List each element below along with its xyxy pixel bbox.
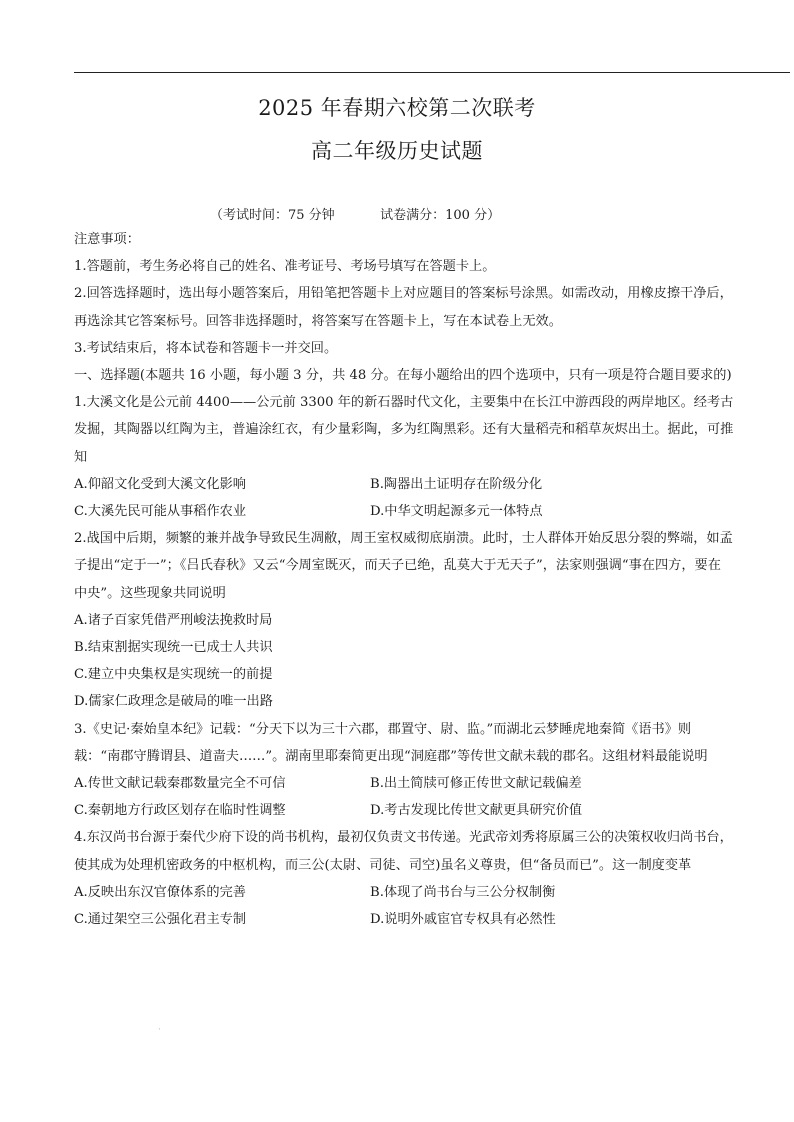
notice-heading: 注意事项： [74, 232, 140, 247]
question-stem: 2.战国中后期，频繁的兼并战争导致民生凋敝，周王室权威彻底崩溃。此时，士人群体开始反思分裂的弊端，如孟子提出“定于一”；《吕氏春秋》又云“今周室既灭，而天子已绝，乱莫大于无天子”，法家则强调“事在四方，要在中央”。这些现象共同说明 [74, 531, 733, 601]
option-d: D.说明外戚宦官专权具有必然性 [370, 912, 556, 928]
question-options [74, 607, 734, 716]
question-stem: 4.东汉尚书台源于秦代少府下设的尚书机构，最初仅负责文书传递。光武帝刘秀将原属三公的决策权收归尚书台，使其成为处理机密政务的中枢机构，而三公(太尉、司徒、司空)虽名义尊贵，但“备员而已”。这一制度变革 [74, 830, 733, 873]
notice-item: 2.回答选择题时，选出每小题答案后，用铅笔把答题卡上对应题目的答案标号涂黑。如需改动，用橡皮擦干净后，再选涂其它答案标号。回答非选择题时，将答案写在答题卡上，写在本试卷上无效。 [74, 286, 733, 329]
section-heading: 一、选择题(本题共 16 小题，每小题 3 分，共 48 分。在每小题给出的四个选项中，只有一项是符合题目要求的) [74, 368, 732, 384]
option-c: C.秦朝地方行政区划存在临时性调整 [74, 803, 286, 819]
question-stem: 1.大溪文化是公元前 4400——公元前 3300 年的新石器时代文化，主要集中在长江中游西段的两岸地区。经考古发掘，其陶器以红陶为主，普遍涂红衣，有少量彩陶，多为红陶黑彩。还有大量稻壳和稻草灰烬出土。据此，可推知 [74, 395, 734, 465]
option-d: D.考古发现比传世文献更具研究价值 [370, 803, 583, 819]
exam-content [74, 226, 734, 933]
option-a: A.仰韶文化受到大溪文化影响 [74, 476, 246, 492]
option-d: D.儒家仁政理念是破局的唯一出路 [74, 694, 273, 710]
notice-item: 1.答题前，考生务必将自己的姓名、准考证号、考场号填写在答题卡上。 [74, 259, 496, 275]
option-b: B.结束割据实现统一已成士人共识 [74, 640, 273, 656]
top-rule [74, 72, 790, 73]
question-stem: 3.《史记·秦始皇本纪》记载：“分天下以为三十六郡，郡置守、尉、监。”而湖北云梦睡虎地秦简《语书》则载：“南郡守腾谓县、道啬夫……”。湖南里耶秦简更出现“洞庭郡”等传世文献未载的郡名。这组材料最能说明 [74, 721, 708, 764]
option-a: A.传世文献记载秦郡数量完全不可信 [74, 776, 286, 792]
exam-title: 2025 年春期六校第二次联考 [258, 96, 536, 120]
question-options [74, 770, 734, 824]
question-options [74, 879, 734, 933]
footer-mark: · [158, 1025, 161, 1035]
option-c: C.建立中央集权是实现统一的前提 [74, 667, 273, 683]
option-b: B.体现了尚书台与三公分权制衡 [370, 884, 556, 900]
option-b: B.陶器出土证明存在阶级分化 [370, 476, 543, 492]
option-a: A.反映出东汉官僚体系的完善 [74, 884, 246, 900]
option-c: C.通过架空三公强化君主专制 [74, 912, 247, 928]
notice-item: 3.考试结束后，将本试卷和答题卡一并交回。 [74, 340, 338, 356]
question-options [74, 471, 734, 525]
option-d: D.中华文明起源多元一体特点 [370, 504, 543, 520]
option-b: B.出土简牍可修正传世文献记载偏差 [370, 776, 582, 792]
exam-subtitle: 高二年级历史试题 [311, 139, 483, 163]
option-c: C.大溪先民可能从事稻作农业 [74, 504, 247, 520]
option-a: A.诸子百家凭借严刑峻法挽救时局 [74, 612, 273, 628]
exam-info: （考试时间：75 分钟 试卷满分：100 分） [210, 208, 501, 223]
